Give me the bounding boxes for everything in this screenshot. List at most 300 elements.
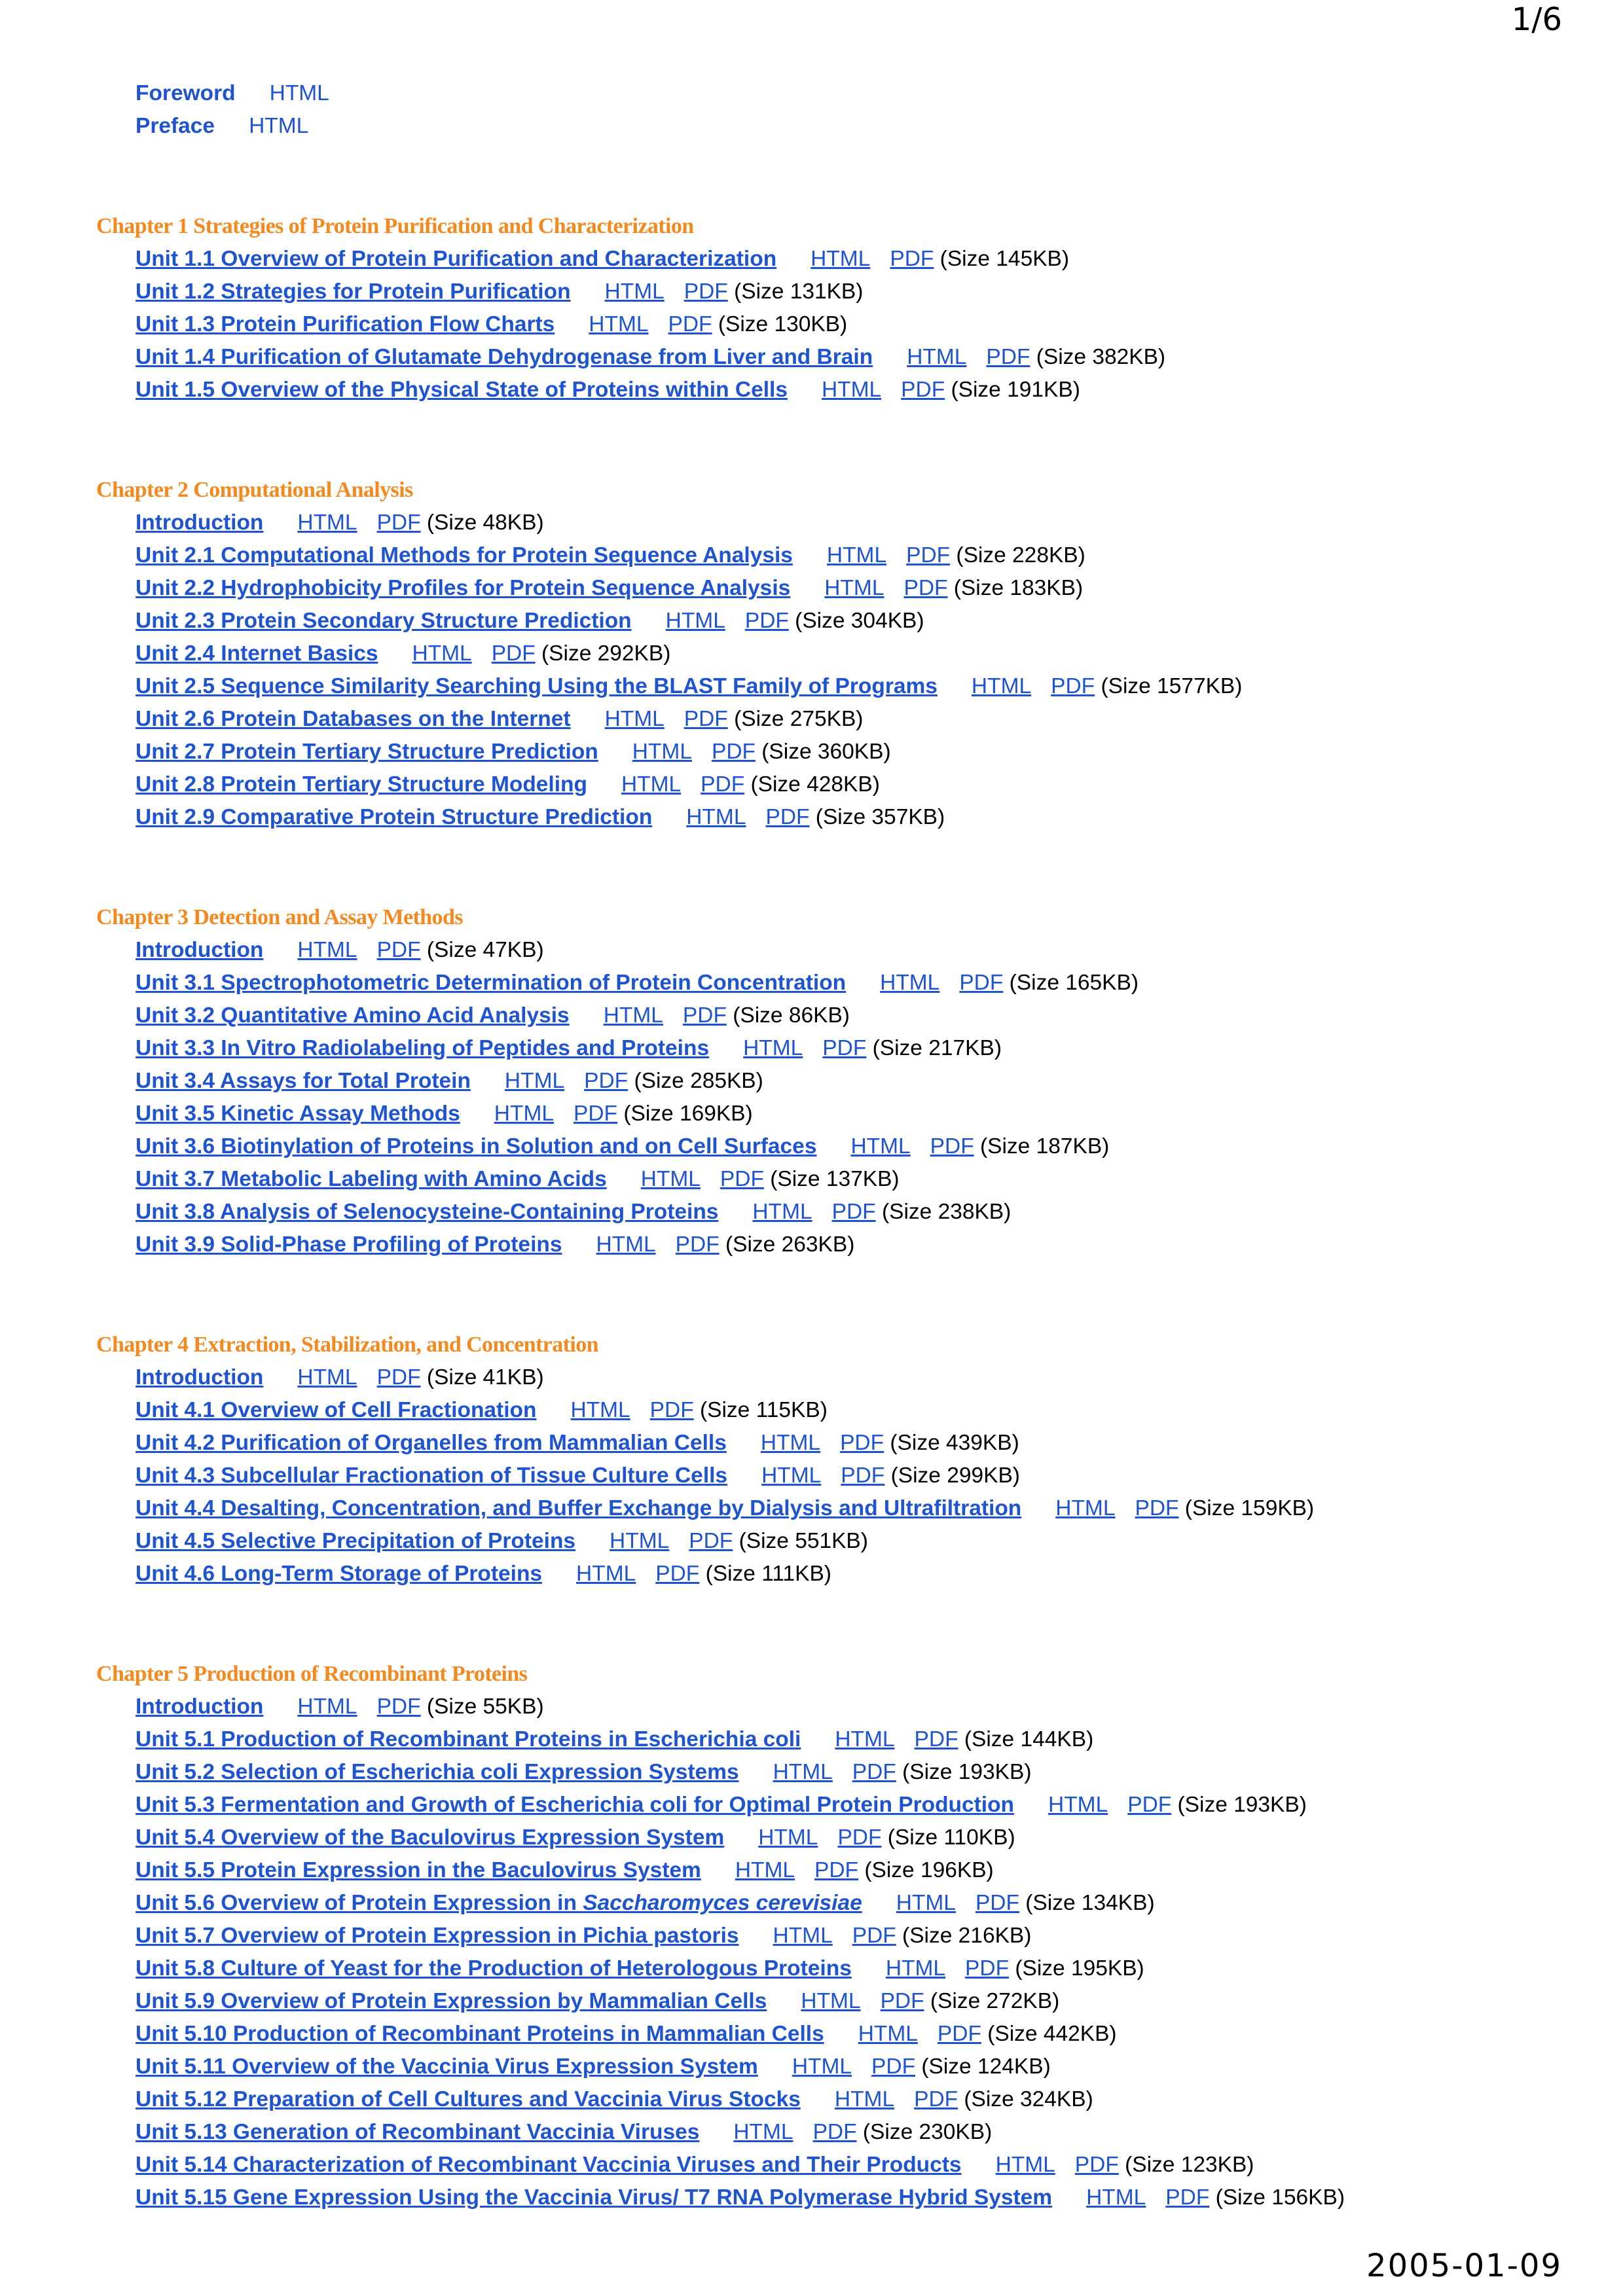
unit-title-link[interactable] (136, 1727, 801, 1751)
pdf-link[interactable]: PDF (930, 1134, 974, 1158)
unit-title-link[interactable] (136, 674, 938, 698)
unit-title-link[interactable] (136, 1069, 471, 1093)
unit-title-text: Unit 2.1 Computational Methods for Protein Sequence Analysis (136, 543, 793, 567)
toc-entry (0, 1361, 1623, 1394)
pdf-link[interactable]: PDF (1074, 2153, 1119, 2177)
pdf-link[interactable]: PDF (701, 772, 745, 797)
file-size: (Size 285KB) (634, 1069, 763, 1093)
unit-title-text: Unit 5.7 Overview of Protein Expression in Pichia pastoris (136, 1924, 739, 1948)
unit-title-italic: Saccharomyces cerevisiae (583, 1891, 862, 1915)
file-size: (Size 169KB) (623, 1102, 753, 1126)
chapter-spacer (0, 406, 1623, 474)
html-link[interactable]: HTML (665, 609, 725, 633)
unit-title-text: Unit 1.2 Strategies for Protein Purification (136, 279, 571, 304)
file-size: (Size 156KB) (1215, 2185, 1345, 2210)
chapter-heading: Chapter 1 Strategies of Protein Purification and Characterization (96, 214, 694, 238)
toc-entry (0, 276, 1623, 308)
unit-title-text: Introduction (136, 1695, 264, 1719)
toc-entry (0, 1691, 1623, 1723)
pdf-link[interactable]: PDF (376, 511, 421, 535)
chapter-heading: Chapter 5 Production of Recombinant Proteins (96, 1662, 528, 1686)
pdf-link[interactable]: PDF (682, 1003, 727, 1028)
toc-entry (0, 1427, 1623, 1460)
file-size: (Size 130KB) (718, 312, 848, 336)
unit-title-link[interactable] (136, 1793, 1014, 1817)
toc-entry (0, 1065, 1623, 1098)
html-link[interactable]: HTML (596, 1232, 656, 1257)
toc-entry (0, 2083, 1623, 2116)
file-size: (Size 551KB) (739, 1529, 868, 1553)
pdf-link[interactable]: PDF (986, 345, 1030, 369)
html-link[interactable]: HTML (761, 1463, 822, 1488)
unit-title-link[interactable] (136, 1529, 575, 1553)
pdf-link[interactable]: PDF (841, 1463, 885, 1488)
pdf-link[interactable]: PDF (852, 1924, 896, 1948)
unit-title-link[interactable] (136, 1102, 460, 1126)
unit-title-text: Introduction (136, 1365, 264, 1390)
html-link[interactable]: HTML (576, 1562, 636, 1586)
unit-title-link[interactable] (136, 1134, 816, 1158)
file-size: (Size 442KB) (987, 2022, 1117, 2046)
unit-title-text: Unit 3.9 Solid-Phase Profiling of Proteins (136, 1232, 562, 1257)
file-size: (Size 324KB) (964, 2087, 1093, 2111)
unit-title-link[interactable] (136, 1167, 607, 1191)
toc-entry (0, 1229, 1623, 1261)
pdf-link[interactable]: PDF (376, 938, 421, 962)
chapter-spacer (0, 1590, 1623, 1658)
html-link[interactable]: HTML (752, 1200, 812, 1224)
unit-title-link[interactable] (136, 1825, 724, 1850)
unit-title-text: Unit 4.6 Long-Term Storage of Proteins (136, 1562, 543, 1586)
file-size: (Size 165KB) (1009, 971, 1139, 995)
pdf-link[interactable]: PDF (1127, 1793, 1172, 1817)
chapter-section-4 (0, 1329, 1623, 1590)
unit-title-link[interactable] (136, 2022, 824, 2046)
file-size: (Size 228KB) (956, 543, 1085, 567)
html-link[interactable]: HTML (504, 1069, 565, 1093)
html-link[interactable]: HTML (686, 805, 746, 829)
unit-title-link[interactable] (136, 971, 846, 995)
unit-title-text: Unit 4.4 Desalting, Concentration, and Buffer Exchange by Dialysis and Ultrafiltration (136, 1496, 1022, 1520)
front-matter-item-preface (0, 110, 1623, 143)
unit-title-text: Unit 3.2 Quantitative Amino Acid Analysis (136, 1003, 570, 1028)
chapter-section-3 (0, 901, 1623, 1261)
html-link[interactable]: HTML (821, 378, 882, 402)
unit-title-text: Unit 2.9 Comparative Protein Structure Prediction (136, 805, 653, 829)
unit-title-link[interactable] (136, 247, 776, 271)
toc-entry (0, 670, 1623, 703)
file-size: (Size 124KB) (921, 2054, 1051, 2079)
file-size: (Size 230KB) (862, 2120, 993, 2144)
html-link[interactable]: HTML (995, 2153, 1055, 2177)
file-size: (Size 299KB) (890, 1463, 1020, 1488)
unit-title-link[interactable] (136, 543, 793, 567)
chapter-section-5 (0, 1658, 1623, 2214)
unit-title-link[interactable] (136, 1891, 862, 1915)
html-link[interactable]: HTML (297, 511, 357, 535)
page-date: 2005-01-09 (1366, 2248, 1562, 2284)
preface-html-link[interactable]: HTML (249, 114, 309, 138)
unit-title-link[interactable] (136, 511, 263, 535)
html-link[interactable]: HTML (896, 1891, 956, 1915)
file-size: (Size 357KB) (815, 805, 945, 829)
html-link[interactable]: HTML (1086, 2185, 1146, 2210)
html-link[interactable]: HTML (773, 1924, 833, 1948)
html-link[interactable]: HTML (621, 772, 682, 797)
toc-entry (0, 1887, 1623, 1920)
pdf-link[interactable]: PDF (837, 1825, 882, 1850)
unit-title-link[interactable] (136, 345, 873, 369)
pdf-link[interactable]: PDF (684, 279, 728, 304)
file-size: (Size 191KB) (951, 378, 1080, 402)
toc-entry (0, 1854, 1623, 1887)
unit-title-text: Unit 3.3 In Vitro Radiolabeling of Peptides and Proteins (136, 1036, 710, 1060)
foreword-link[interactable]: Foreword (136, 81, 236, 105)
html-link[interactable]: HTML (640, 1167, 701, 1191)
html-link[interactable]: HTML (811, 247, 871, 271)
toc-entry (0, 999, 1623, 1032)
pdf-link[interactable]: PDF (376, 1695, 421, 1719)
toc-entry (0, 967, 1623, 999)
unit-title-text: Introduction (136, 938, 264, 962)
html-link[interactable]: HTML (792, 2054, 852, 2079)
unit-title-link[interactable] (136, 1398, 536, 1422)
file-size: (Size 144KB) (964, 1727, 1094, 1751)
file-size: (Size 275KB) (734, 707, 864, 731)
html-link[interactable]: HTML (835, 1727, 895, 1751)
unit-title-text: Unit 3.8 Analysis of Selenocysteine-Containing Proteins (136, 1200, 719, 1224)
unit-title-link[interactable] (136, 740, 598, 764)
chapter-spacer (0, 1261, 1623, 1329)
pdf-link[interactable]: PDF (906, 543, 951, 567)
file-size: (Size 217KB) (872, 1036, 1002, 1060)
html-link[interactable]: HTML (297, 938, 357, 962)
html-link[interactable]: HTML (773, 1760, 833, 1784)
unit-title-link[interactable] (136, 1989, 767, 2013)
toc-entry (0, 374, 1623, 406)
unit-title-text: Unit 4.1 Overview of Cell Fractionation (136, 1398, 537, 1422)
pdf-link[interactable]: PDF (914, 2087, 958, 2111)
unit-title-text: Unit 4.2 Purification of Organelles from Mammalian Cells (136, 1431, 727, 1455)
html-link[interactable]: HTML (735, 1858, 795, 1882)
toc-entry (0, 1460, 1623, 1492)
file-size: (Size 292KB) (541, 641, 671, 666)
file-size: (Size 86KB) (733, 1003, 850, 1028)
pdf-link[interactable]: PDF (720, 1167, 764, 1191)
unit-title-text: Unit 5.5 Protein Expression in the Baculovirus System (136, 1858, 701, 1882)
chapter-spacer (0, 834, 1623, 901)
front-matter (0, 77, 1623, 143)
unit-title-link[interactable] (136, 2185, 1052, 2210)
unit-title-link[interactable] (136, 1956, 852, 1981)
toc-entry (0, 1756, 1623, 1789)
unit-title-link[interactable] (136, 2087, 801, 2111)
html-link[interactable]: HTML (826, 543, 887, 567)
unit-title-link[interactable] (136, 576, 790, 600)
pdf-link[interactable]: PDF (890, 247, 934, 271)
file-size: (Size 216KB) (902, 1924, 1032, 1948)
html-link[interactable]: HTML (297, 1695, 357, 1719)
pdf-link[interactable]: PDF (491, 641, 536, 666)
toc-entry (0, 1525, 1623, 1558)
pdf-link[interactable]: PDF (914, 1727, 958, 1751)
unit-title-link[interactable] (136, 312, 555, 336)
pdf-link[interactable]: PDF (689, 1529, 733, 1553)
unit-title-link[interactable] (136, 1200, 718, 1224)
html-link[interactable]: HTML (632, 740, 692, 764)
unit-title-text: Unit 5.12 Preparation of Cell Cultures and Vaccinia Virus Stocks (136, 2087, 801, 2111)
unit-title-text: Unit 5.4 Overview of the Baculovirus Expression System (136, 1825, 725, 1850)
unit-title-link[interactable] (136, 1365, 263, 1390)
unit-title-link[interactable] (136, 1858, 701, 1882)
unit-title-link[interactable] (136, 1924, 739, 1948)
unit-title-text: Unit 5.9 Overview of Protein Expression by Mammalian Cells (136, 1989, 767, 2013)
file-size: (Size 1577KB) (1101, 674, 1243, 698)
toc-entry (0, 934, 1623, 967)
chapter-heading: Chapter 3 Detection and Assay Methods (96, 905, 463, 929)
html-link[interactable]: HTML (824, 576, 884, 600)
unit-title-text: Unit 3.5 Kinetic Assay Methods (136, 1102, 460, 1126)
unit-title-link[interactable] (136, 1463, 727, 1488)
file-size: (Size 48KB) (426, 511, 544, 535)
toc-entry (0, 801, 1623, 834)
unit-title-text: Unit 5.10 Production of Recombinant Proteins in Mammalian Cells (136, 2022, 824, 2046)
unit-title-link[interactable] (136, 2054, 758, 2079)
file-size: (Size 187KB) (979, 1134, 1110, 1158)
pdf-link[interactable]: PDF (574, 1102, 617, 1126)
page-number: 1/6 (1511, 1, 1562, 38)
pdf-link[interactable]: PDF (584, 1069, 629, 1093)
html-link[interactable]: HTML (743, 1036, 803, 1060)
html-link[interactable]: HTML (604, 279, 665, 304)
html-link[interactable]: HTML (297, 1365, 357, 1390)
toc-entry (0, 308, 1623, 341)
unit-title-text: Unit 2.6 Protein Databases on the Internet (136, 707, 571, 731)
unit-title-text: Unit 5.1 Production of Recombinant Proteins in Escherichia coli (136, 1727, 801, 1751)
pdf-link[interactable]: PDF (711, 740, 756, 764)
html-link[interactable]: HTML (850, 1134, 911, 1158)
pdf-link[interactable]: PDF (852, 1760, 896, 1784)
pdf-link[interactable]: PDF (965, 1956, 1010, 1981)
unit-title-link[interactable] (136, 641, 378, 666)
file-size: (Size 145KB) (939, 247, 1070, 271)
toc-entry (0, 605, 1623, 637)
file-size: (Size 123KB) (1125, 2153, 1254, 2177)
unit-title-text: Unit 5.8 Culture of Yeast for the Production of Heterologous Proteins (136, 1956, 852, 1981)
file-size: (Size 263KB) (725, 1232, 855, 1257)
pdf-link[interactable]: PDF (959, 971, 1004, 995)
file-size: (Size 428KB) (750, 772, 880, 797)
unit-title-text: Unit 3.4 Assays for Total Protein (136, 1069, 471, 1093)
file-size: (Size 111KB) (705, 1562, 831, 1586)
unit-title-text: Unit 2.7 Protein Tertiary Structure Prediction (136, 740, 598, 764)
pdf-link[interactable]: PDF (814, 1858, 859, 1882)
pdf-link[interactable]: PDF (376, 1365, 421, 1390)
html-link[interactable]: HTML (971, 674, 1032, 698)
file-size: (Size 183KB) (953, 576, 1084, 600)
html-link[interactable]: HTML (758, 1825, 818, 1850)
unit-title-link[interactable] (136, 805, 652, 829)
pdf-link[interactable]: PDF (871, 2054, 916, 2079)
html-link[interactable]: HTML (494, 1102, 554, 1126)
chapter-section-2 (0, 474, 1623, 834)
html-link[interactable]: HTML (604, 707, 665, 731)
file-size: (Size 159KB) (1184, 1496, 1315, 1520)
toc-entry (0, 703, 1623, 736)
toc-entry (0, 1985, 1623, 2018)
pdf-link[interactable]: PDF (903, 576, 948, 600)
file-size: (Size 360KB) (761, 740, 891, 764)
toc-entry (0, 1789, 1623, 1821)
pdf-link[interactable]: PDF (880, 1989, 924, 2013)
toc-entry (0, 736, 1623, 768)
pdf-link[interactable]: PDF (675, 1232, 720, 1257)
pdf-link[interactable]: PDF (1135, 1496, 1179, 1520)
pdf-link[interactable]: PDF (744, 609, 789, 633)
unit-title-text: Unit 3.6 Biotinylation of Proteins in Solution and on Cell Surfaces (136, 1134, 817, 1158)
html-link[interactable]: HTML (1055, 1496, 1116, 1520)
unit-title-link[interactable] (136, 2120, 699, 2144)
chapter-list (0, 143, 1623, 2214)
pdf-link[interactable]: PDF (668, 312, 712, 336)
toc-entry (0, 1196, 1623, 1229)
html-link[interactable]: HTML (603, 1003, 663, 1028)
unit-title-link[interactable] (136, 1695, 263, 1719)
file-size: (Size 382KB) (1036, 345, 1166, 369)
unit-title-text: Introduction (136, 511, 264, 535)
file-size: (Size 137KB) (770, 1167, 900, 1191)
html-link[interactable]: HTML (907, 345, 967, 369)
pdf-link[interactable]: PDF (655, 1562, 700, 1586)
toc-entry (0, 1558, 1623, 1590)
html-link[interactable]: HTML (610, 1529, 670, 1553)
file-size: (Size 47KB) (426, 938, 544, 962)
unit-title-text: Unit 5.3 Fermentation and Growth of Escherichia coli for Optimal Protein Production (136, 1793, 1015, 1817)
toc-entry (0, 572, 1623, 605)
file-size: (Size 41KB) (426, 1365, 544, 1390)
toc-entry (0, 1920, 1623, 1952)
toc-entry (0, 2051, 1623, 2083)
unit-title-link[interactable] (136, 1760, 739, 1784)
file-size: (Size 193KB) (902, 1760, 1032, 1784)
html-link[interactable]: HTML (858, 2022, 918, 2046)
unit-title-text: Unit 2.3 Protein Secondary Structure Prediction (136, 609, 632, 633)
unit-title-text: Unit 5.6 Overview of Protein Expression in (136, 1891, 583, 1915)
unit-title-link[interactable] (136, 1232, 562, 1257)
html-link[interactable]: HTML (760, 1431, 821, 1455)
pdf-link[interactable]: PDF (840, 1431, 884, 1455)
toc-entry (0, 2116, 1623, 2149)
unit-title-text: Unit 5.14 Characterization of Recombinant Vaccinia Viruses and Their Products (136, 2153, 962, 2177)
unit-title-link[interactable] (136, 772, 587, 797)
html-link[interactable]: HTML (412, 641, 472, 666)
html-link[interactable]: HTML (589, 312, 649, 336)
toc-entry (0, 539, 1623, 572)
unit-title-link[interactable] (136, 279, 571, 304)
pdf-link[interactable]: PDF (649, 1398, 694, 1422)
pdf-link[interactable]: PDF (822, 1036, 867, 1060)
html-link[interactable]: HTML (834, 2087, 895, 2111)
toc-entry (0, 2149, 1623, 2181)
html-link[interactable]: HTML (885, 1956, 946, 1981)
unit-title-link[interactable] (136, 1003, 570, 1028)
pdf-link[interactable]: PDF (901, 378, 945, 402)
pdf-link[interactable]: PDF (831, 1200, 876, 1224)
toc-entry (0, 1723, 1623, 1756)
unit-title-text: Unit 1.5 Overview of the Physical State of Proteins within Cells (136, 378, 788, 402)
file-size: (Size 439KB) (890, 1431, 1019, 1455)
unit-title-text: Unit 3.1 Spectrophotometric Determination of Protein Concentration (136, 971, 847, 995)
unit-title-text: Unit 2.8 Protein Tertiary Structure Modeling (136, 772, 587, 797)
toc-entry (0, 768, 1623, 801)
pdf-link[interactable]: PDF (684, 707, 728, 731)
html-link[interactable]: HTML (733, 2120, 793, 2144)
toc-entry (0, 1394, 1623, 1427)
unit-title-text: Unit 2.5 Sequence Similarity Searching Using the BLAST Family of Programs (136, 674, 938, 698)
unit-title-link[interactable] (136, 1036, 709, 1060)
toc-entry (0, 1492, 1623, 1525)
toc-entry (0, 2018, 1623, 2051)
toc-entry (0, 507, 1623, 539)
unit-title-link[interactable] (136, 378, 788, 402)
chapter-spacer (0, 143, 1623, 210)
pdf-link[interactable]: PDF (812, 2120, 857, 2144)
toc-entry (0, 1163, 1623, 1196)
unit-title-link[interactable] (136, 1496, 1021, 1520)
unit-title-text: Unit 3.7 Metabolic Labeling with Amino Acids (136, 1167, 607, 1191)
toc-entry (0, 1032, 1623, 1065)
file-size: (Size 55KB) (426, 1695, 544, 1719)
pdf-link[interactable]: PDF (937, 2022, 981, 2046)
file-size: (Size 134KB) (1025, 1891, 1155, 1915)
html-link[interactable]: HTML (1048, 1793, 1108, 1817)
file-size: (Size 304KB) (795, 609, 924, 633)
unit-title-text: Unit 1.1 Overview of Protein Purification and Characterization (136, 247, 777, 271)
toc-entry (0, 341, 1623, 374)
unit-title-link[interactable] (136, 2153, 962, 2177)
chapter-heading: Chapter 2 Computational Analysis (96, 478, 413, 502)
unit-title-link[interactable] (136, 1431, 727, 1455)
unit-title-text: Unit 5.11 Overview of the Vaccinia Virus Expression System (136, 2054, 758, 2079)
html-link[interactable]: HTML (570, 1398, 630, 1422)
preface-link[interactable]: Preface (136, 114, 215, 138)
unit-title-link[interactable] (136, 1562, 542, 1586)
file-size: (Size 115KB) (699, 1398, 828, 1422)
html-link[interactable]: HTML (801, 1989, 861, 2013)
unit-title-link[interactable] (136, 707, 571, 731)
pdf-link[interactable]: PDF (1051, 674, 1095, 698)
unit-title-text: Unit 5.2 Selection of Escherichia coli Expression Systems (136, 1760, 739, 1784)
toc-entry (0, 637, 1623, 670)
unit-title-text: Unit 2.4 Internet Basics (136, 641, 378, 666)
toc-content (0, 77, 1623, 2214)
pdf-link[interactable]: PDF (1165, 2185, 1210, 2210)
pdf-link[interactable]: PDF (975, 1891, 1019, 1915)
unit-title-link[interactable] (136, 938, 263, 962)
toc-entry (0, 1130, 1623, 1163)
file-size: (Size 195KB) (1015, 1956, 1144, 1981)
toc-entry (0, 1098, 1623, 1130)
unit-title-link[interactable] (136, 609, 632, 633)
unit-title-text: Unit 5.15 Gene Expression Using the Vaccinia Virus/ T7 RNA Polymerase Hybrid System (136, 2185, 1053, 2210)
foreword-html-link[interactable]: HTML (269, 81, 329, 105)
unit-title-text: Unit 5.13 Generation of Recombinant Vaccinia Viruses (136, 2120, 700, 2144)
file-size: (Size 193KB) (1177, 1793, 1307, 1817)
html-link[interactable]: HTML (880, 971, 940, 995)
unit-title-text: Unit 4.3 Subcellular Fractionation of Tissue Culture Cells (136, 1463, 728, 1488)
pdf-link[interactable]: PDF (765, 805, 810, 829)
toc-entry (0, 2181, 1623, 2214)
